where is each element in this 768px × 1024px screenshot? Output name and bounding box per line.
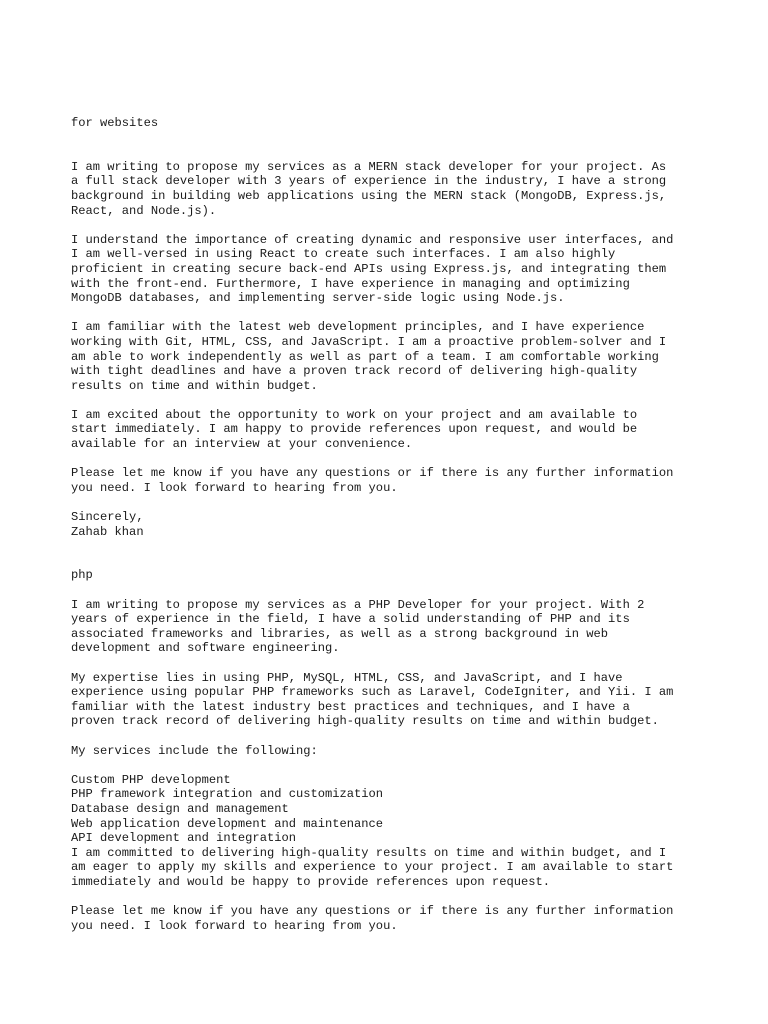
text-line: I am well-versed in using React to create such interfaces. I am also highly	[71, 247, 616, 262]
text-line: start immediately. I am happy to provide references upon request, and would be	[71, 422, 638, 437]
signer-name: Zahab khan	[71, 524, 144, 539]
text-line: I am familiar with the latest web development principles, and I have experience	[71, 320, 645, 335]
paragraph	[71, 671, 731, 729]
text-line: a full stack developer with 3 years of experience in the industry, I have a strong	[71, 174, 667, 189]
text-line: I am excited about the opportunity to work on your project and am available to	[71, 407, 638, 422]
text-line: development and software engineering.	[71, 641, 340, 656]
text-line: immediately and would be happy to provide references upon request.	[71, 874, 550, 889]
list-item: Database design and management	[71, 801, 289, 816]
text-line: React, and Node.js).	[71, 203, 217, 218]
paragraph	[71, 904, 731, 933]
text-line: My services include the following:	[71, 743, 318, 758]
paragraph	[71, 160, 731, 218]
text-line: you need. I look forward to hearing from you.	[71, 480, 398, 495]
text-line: am eager to apply my skills and experience to your project. I am available to start	[71, 860, 674, 875]
text-line: am able to work independently as well as part of a team. I am comfortable working	[71, 349, 659, 364]
text-line: proficient in creating secure back-end APIs using Express.js, and integrating them	[71, 261, 667, 276]
text-line: years of experience in the field, I have a solid understanding of PHP and its	[71, 612, 630, 627]
closing-line: Sincerely,	[71, 510, 144, 525]
text-line: available for an interview at your convenience.	[71, 437, 413, 452]
text-line: working with Git, HTML, CSS, and JavaScript. I am a proactive problem-solver and I	[71, 334, 667, 349]
paragraph	[71, 466, 731, 495]
text-line: I am writing to propose my services as a MERN stack developer for your project. As	[71, 159, 667, 174]
paragraph	[71, 320, 731, 393]
text-line: you need. I look forward to hearing from you.	[71, 918, 398, 933]
text-line: Please let me know if you have any questions or if there is any further information	[71, 904, 674, 919]
text-line: background in building web applications using the MERN stack (MongoDB, Express.js,	[71, 188, 667, 203]
text-line: I am committed to delivering high-quality results on time and within budget, and I	[71, 845, 667, 860]
text-line: associated frameworks and libraries, as well as a strong background in web	[71, 626, 609, 641]
section-heading: php	[71, 568, 93, 583]
text-line: My expertise lies in using PHP, MySQL, HTML, CSS, and JavaScript, and I have	[71, 670, 623, 685]
list-item: Web application development and maintenance	[71, 816, 384, 831]
text-line: with tight deadlines and have a proven track record of delivering high-quality	[71, 364, 638, 379]
text-line: Please let me know if you have any questions or if there is any further information	[71, 466, 674, 481]
text-line: with the front-end. Furthermore, I have experience in managing and optimizing	[71, 276, 630, 291]
text-line: I understand the importance of creating dynamic and responsive user interfaces, and	[71, 232, 674, 247]
section-heading: for websites	[71, 116, 159, 130]
paragraph	[71, 233, 731, 306]
paragraph	[71, 408, 731, 452]
list-item: Custom PHP development	[71, 772, 231, 787]
text-line: proven track record of delivering high-quality results on time and within budget.	[71, 714, 659, 729]
list-item: API development and integration	[71, 831, 296, 846]
list-item: PHP framework integration and customization	[71, 787, 384, 802]
text-line: familiar with the latest industry best practices and techniques, and I have a	[71, 699, 630, 714]
document-body	[71, 116, 731, 933]
services-list	[71, 773, 731, 890]
paragraph	[71, 598, 731, 656]
text-line: I am writing to propose my services as a PHP Developer for your project. With 2	[71, 597, 645, 612]
text-line: MongoDB databases, and implementing server-side logic using Node.js.	[71, 291, 565, 306]
paragraph	[71, 744, 731, 759]
text-line: experience using popular PHP frameworks such as Laravel, CodeIgniter, and Yii. I am	[71, 685, 674, 700]
signature-block	[71, 510, 731, 539]
text-line: results on time and within budget.	[71, 378, 318, 393]
